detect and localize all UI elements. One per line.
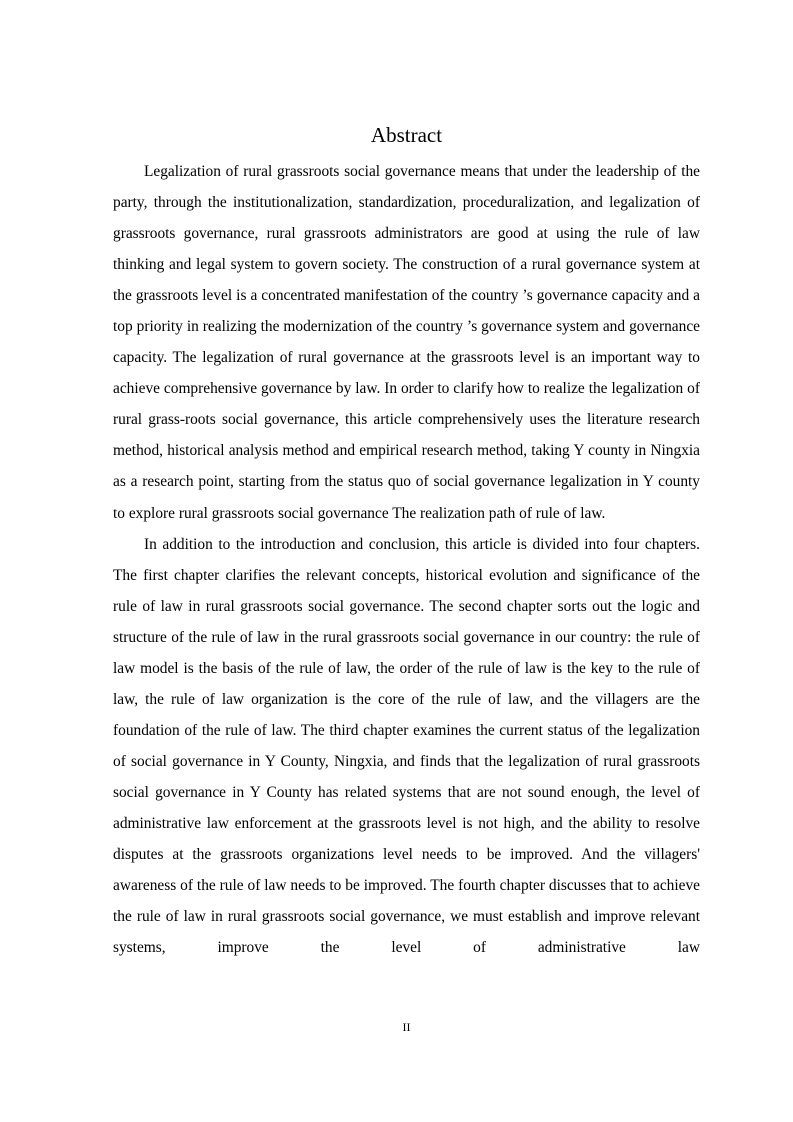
abstract-heading: Abstract — [370, 123, 443, 147]
abstract-paragraph-2: In addition to the introduction and conclusion, this article is divided into four chapters. The first chapter clarifies the relevant concepts, historical evolution and significance of the rule of law in rural grassroots social governance. The second chapter sorts out the logic and structure of the rule of law in the rural grassroots social governance in our country: the rule of law model is the basis of the rule of law, the order of the rule of law is the key to the rule of law, the rule of law organization is the core of the rule of law, and the villagers are the foundation of the rule of law. The third chapter examines the current status of the legalization of social governance in Y County, Ningxia, and finds that the legalization of rural grassroots social governance in Y County has related systems that are not sound enough, the level of administrative law enforcement at the grassroots level is not high, and the ability to resolve disputes at the grassroots organizations level needs to be improved. And the villagers' awareness of the rule of law needs to be improved. The fourth chapter discusses that to achieve the rule of law in rural grassroots social governance, we must establish and improve relevant systems, improve the level of administrative law — [113, 535, 700, 957]
page-number: II — [402, 1020, 411, 1034]
abstract-paragraph-1: Legalization of rural grassroots social governance means that under the leadership of the party, through the institutionalization, standardization, proceduralization, and legalization of grassroots governance, rural grassroots administrators are good at using the rule of law thinking and legal system to govern society. The construction of a rural governance system at the grassroots level is a concentrated manifestation of the country ’s governance capacity and a top priority in realizing the modernization of the country ’s governance system and governance capacity. The legalization of rural governance at the grassroots level is an important way to achieve comprehensive governance by law. In order to clarify how to realize the legalization of rural grass-roots social governance, this article comprehensively uses the literature research method, historical analysis method and empirical research method, taking Y county in Ningxia as a research point, starting from the status quo of social governance legalization in Y county to explore rural grassroots social governance The realization path of rule of law. — [113, 163, 700, 522]
abstract-body — [113, 156, 700, 963]
